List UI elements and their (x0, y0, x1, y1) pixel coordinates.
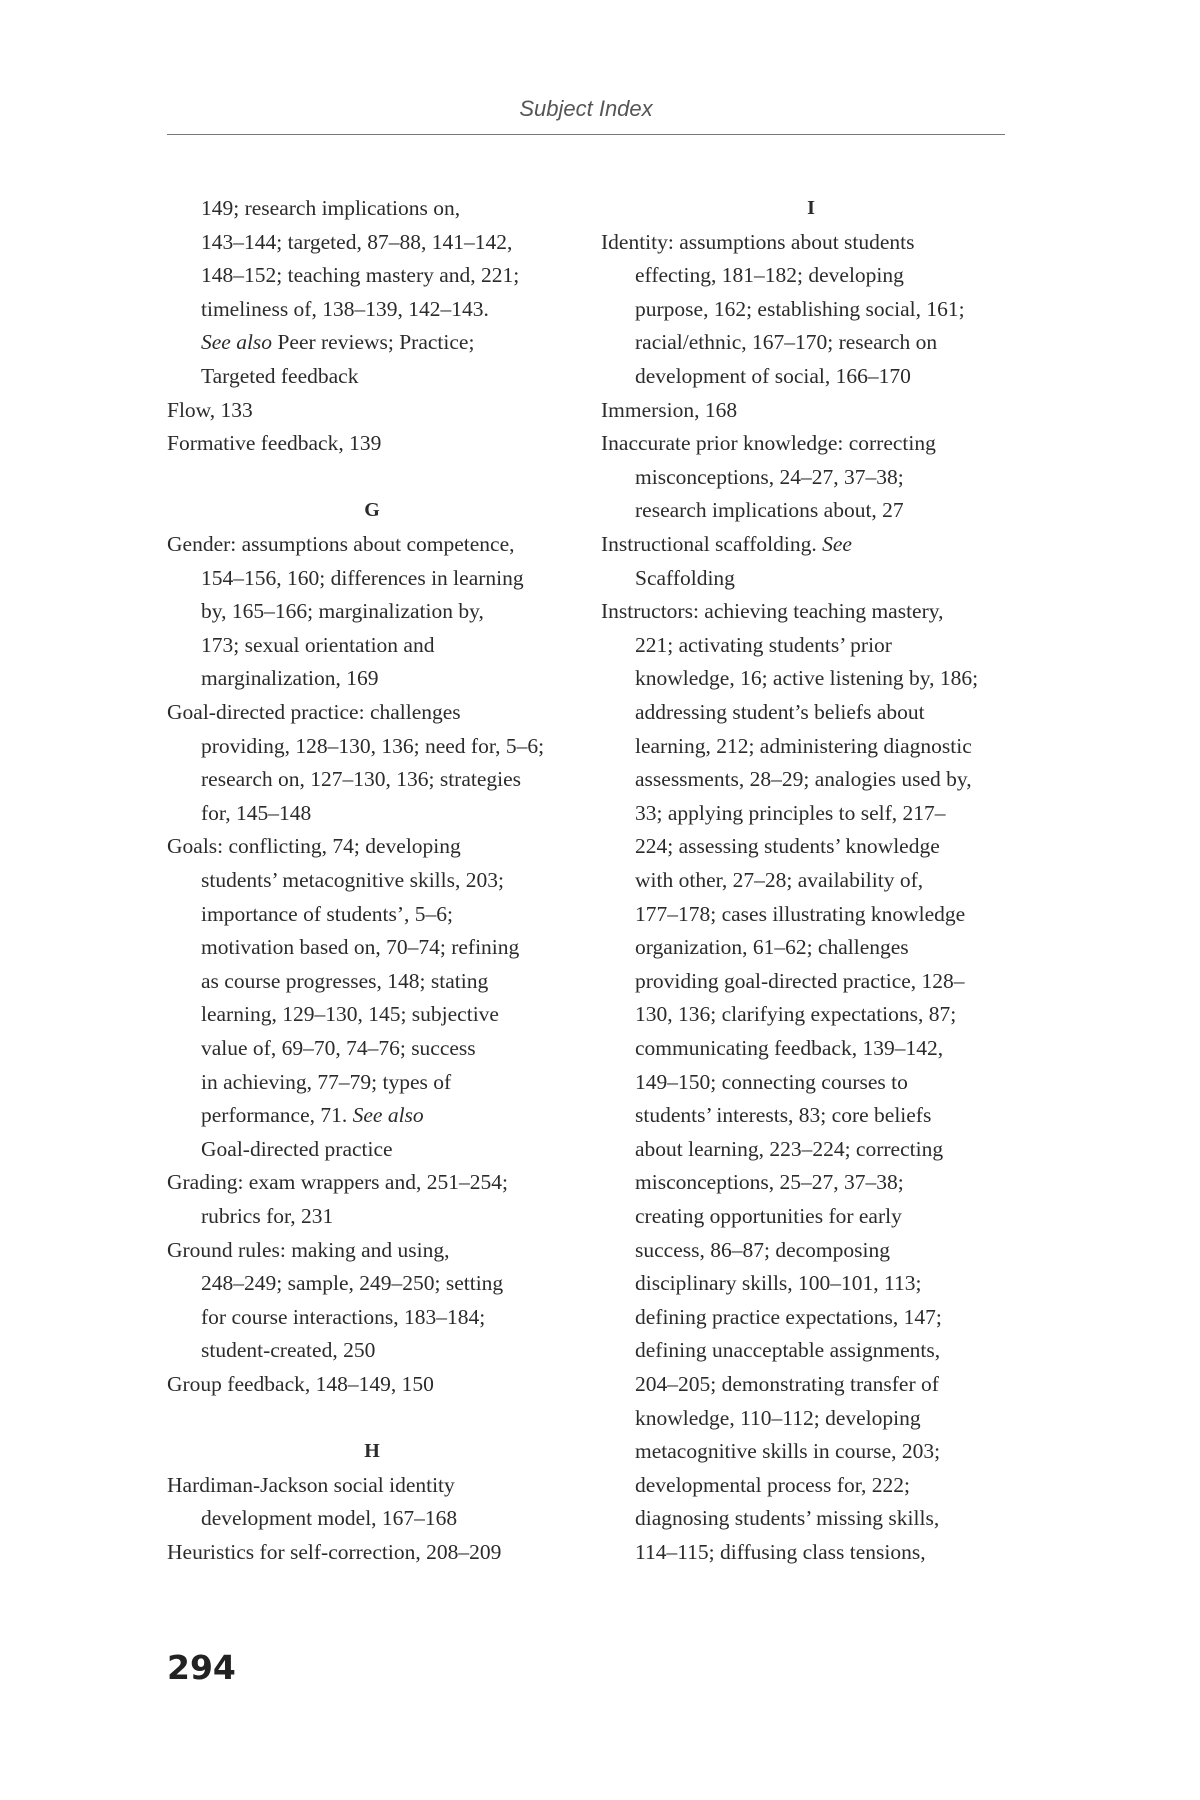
entry-text: Instructional scaffolding. (601, 532, 823, 556)
index-entry-continuation (635, 863, 923, 897)
entry-text: 149–150; connecting courses to (635, 1069, 908, 1094)
index-entry-continuation (635, 1266, 921, 1300)
index-entry-continuation (201, 661, 379, 695)
entry-text: providing, 128–130, 136; need for, 5–6; (201, 733, 545, 758)
entry-text: Formative feedback, 139 (167, 431, 382, 456)
index-entry-continuation (635, 292, 965, 326)
entry-text: 221; activating students’ prior (635, 632, 892, 657)
entry-text: knowledge, 110–112; developing (635, 1405, 921, 1430)
entry-text: as course progresses, 148; stating (201, 968, 489, 993)
entry-text: developmental process for, 222; (635, 1472, 910, 1497)
entry-text: diagnosing students’ missing skills, (635, 1506, 940, 1531)
index-entry-continuation (201, 1266, 503, 1300)
entry-text: racial/ethnic, 167–170; research on (635, 330, 938, 355)
entry-text: success, 86–87; decomposing (635, 1237, 890, 1262)
entry-text: with other, 27–28; availability of, (635, 868, 924, 892)
entry-text: research on, 127–130, 136; strategies (201, 767, 522, 792)
index-entry-continuation (201, 997, 499, 1031)
entry-text: misconceptions, 25–27, 37–38; (635, 1170, 904, 1195)
entry-text: motivation based on, 70–74; refining (201, 935, 520, 960)
entry-text: rubrics for, 231 (201, 1204, 334, 1228)
index-entry-continuation (201, 1132, 393, 1166)
index-entry-continuation (201, 863, 504, 897)
section-letter (167, 493, 577, 527)
index-entry-continuation (635, 695, 925, 729)
index-entry-continuation (635, 964, 965, 998)
index-entry-continuation (201, 561, 524, 595)
index-entry-continuation (635, 796, 946, 830)
index-entry-continuation (201, 225, 512, 259)
entry-text: 114–115; diffusing class tensions, (635, 1540, 926, 1564)
entry-text: Gender: assumptions about competence, (167, 532, 515, 556)
entry-text: H (364, 1440, 380, 1463)
entry-text: Grading: exam wrappers and, 251–254; (167, 1170, 508, 1195)
index-entry-continuation (201, 964, 488, 998)
entry-text: Goals: conflicting, 74; developing (167, 834, 461, 859)
index-entry (167, 1233, 449, 1267)
entry-text: learning, 212; administering diagnostic (635, 733, 972, 758)
index-entry-continuation (201, 594, 484, 628)
index-entry-continuation (635, 1031, 943, 1065)
entry-text: Instructors: achieving teaching mastery, (601, 599, 944, 624)
index-entry-continuation (201, 1065, 451, 1099)
entry-text: for, 145–148 (201, 800, 312, 825)
index-entry-continuation (635, 1535, 926, 1569)
entry-text: metacognitive skills in course, 203; (635, 1439, 941, 1464)
entry-text: Identity: assumptions about students (601, 229, 915, 254)
cross-reference: See (822, 532, 852, 556)
entry-text: research implications about, 27 (635, 498, 904, 523)
index-entry (167, 829, 461, 863)
entry-text: students’ interests, 83; core beliefs (635, 1103, 932, 1128)
entry-text: in achieving, 77–79; types of (201, 1069, 452, 1094)
index-entry-continuation (201, 762, 521, 796)
index-entry (167, 1165, 508, 1199)
entry-text: Hardiman-Jackson social identity (167, 1472, 455, 1497)
index-entry-continuation (201, 325, 474, 359)
index-entry-continuation (201, 796, 311, 830)
index-entry-continuation (635, 493, 904, 527)
index-entry (167, 1535, 501, 1569)
entry-text: development model, 167–168 (201, 1506, 458, 1531)
index-entry-continuation (635, 1098, 931, 1132)
entry-text: organization, 61–62; challenges (635, 935, 909, 960)
index-entry-continuation (201, 1199, 333, 1233)
index-entry-continuation (635, 1233, 890, 1267)
entry-text: 173; sexual orientation and (201, 632, 435, 657)
entry-text: defining unacceptable assignments, (635, 1338, 941, 1363)
index-entry-continuation (201, 258, 519, 292)
entry-text: development of social, 166–170 (635, 364, 911, 388)
index-entry-continuation (635, 829, 940, 863)
entry-text: Immersion, 168 (601, 397, 738, 422)
index-entry-continuation (635, 628, 892, 662)
index-entry-continuation (201, 897, 453, 931)
index-entry-continuation (201, 930, 519, 964)
index-entry-continuation (635, 729, 972, 763)
index-entry-continuation (201, 191, 460, 225)
index-entry-continuation (201, 1031, 476, 1065)
entry-text: 148–152; teaching mastery and, 221; (201, 263, 520, 288)
entry-text: disciplinary skills, 100–101, 113; (635, 1271, 922, 1296)
entry-text: Peer reviews; Practice; (272, 330, 475, 355)
entry-text: misconceptions, 24–27, 37–38; (635, 464, 904, 489)
index-entry-continuation (201, 1501, 457, 1535)
entry-text: Ground rules: making and using, (167, 1237, 450, 1262)
header-rule (167, 134, 1005, 135)
index-entry (167, 695, 461, 729)
index-entry-continuation (635, 897, 965, 931)
index-entry-continuation (201, 628, 434, 662)
entry-text: knowledge, 16; active listening by, 186; (635, 666, 979, 691)
page-number: 294 (167, 1648, 236, 1687)
entry-text: 154–156, 160; differences in learning (201, 565, 524, 590)
index-entry (167, 1468, 455, 1502)
index-entry (601, 393, 737, 427)
entry-text: purpose, 162; establishing social, 161; (635, 296, 965, 321)
entry-text: I (807, 197, 815, 219)
index-entry (601, 225, 915, 259)
index-entry-continuation (201, 729, 544, 763)
entry-text: G (364, 499, 380, 522)
index-entry-continuation (635, 325, 937, 359)
index-entry-continuation (201, 1300, 485, 1334)
entry-text: 143–144; targeted, 87–88, 141–142, (201, 229, 513, 254)
index-entry (167, 1367, 434, 1401)
index-entry-continuation (635, 460, 904, 494)
section-letter (601, 191, 1021, 225)
index-entry-continuation (635, 1401, 921, 1435)
index-entry (601, 527, 852, 561)
entry-text: communicating feedback, 139–142, (635, 1036, 944, 1060)
entry-text: Flow, 133 (167, 397, 253, 422)
entry-text: defining practice expectations, 147; (635, 1304, 942, 1329)
entry-text: students’ metacognitive skills, 203; (201, 868, 504, 892)
entry-text: effecting, 181–182; developing (635, 263, 904, 288)
section-letter (167, 1434, 577, 1468)
entry-text: Inaccurate prior knowledge: correcting (601, 431, 936, 456)
index-entry (167, 393, 253, 427)
index-entry-continuation (635, 1434, 940, 1468)
index-entry-continuation (201, 1098, 424, 1132)
index-entry-continuation (635, 561, 735, 595)
entry-text: Goal-directed practice (201, 1136, 393, 1161)
entry-text: Heuristics for self-correction, 208–209 (167, 1540, 502, 1564)
index-entry-continuation (635, 1132, 943, 1166)
index-entry-continuation (635, 359, 911, 393)
entry-text: by, 165–166; marginalization by, (201, 599, 484, 624)
index-entry-continuation (635, 661, 978, 695)
entry-text: 130, 136; clarifying expectations, 87; (635, 1002, 957, 1027)
entry-text: timeliness of, 138–139, 142–143. (201, 296, 489, 321)
entry-text: marginalization, 169 (201, 666, 379, 691)
index-entry-continuation (201, 1333, 375, 1367)
index-entry (167, 426, 381, 460)
entry-text: 149; research implications on, (201, 196, 461, 220)
index-entry-continuation (635, 1165, 904, 1199)
entry-text: student-created, 250 (201, 1338, 376, 1363)
entry-text: learning, 129–130, 145; subjective (201, 1002, 499, 1027)
index-entry-continuation (635, 258, 904, 292)
index-entry-continuation (635, 1501, 939, 1535)
index-entry-continuation (635, 1468, 910, 1502)
index-entry-continuation (635, 1333, 940, 1367)
index-entry-continuation (635, 1199, 902, 1233)
index-entry (167, 527, 515, 561)
entry-text: providing goal-directed practice, 128– (635, 968, 965, 993)
cross-reference: See also (201, 330, 273, 355)
index-entry-continuation (635, 930, 909, 964)
entry-text: for course interactions, 183–184; (201, 1304, 486, 1329)
entry-text: 224; assessing students’ knowledge (635, 834, 940, 859)
entry-text: value of, 69–70, 74–76; success (201, 1036, 476, 1060)
entry-text: 177–178; cases illustrating knowledge (635, 901, 966, 926)
entry-text: Goal-directed practice: challenges (167, 700, 461, 724)
entry-text: 33; applying principles to self, 217– (635, 800, 946, 825)
entry-text: addressing student’s beliefs about (635, 700, 925, 724)
cross-reference: See also (352, 1103, 424, 1128)
index-entry-continuation (635, 1300, 942, 1334)
entry-text: 248–249; sample, 249–250; setting (201, 1271, 504, 1296)
index-entry (601, 426, 936, 460)
entry-text: Targeted feedback (201, 364, 359, 388)
index-entry-continuation (635, 997, 956, 1031)
index-entry (601, 594, 944, 628)
index-entry-continuation (635, 1065, 908, 1099)
index-entry-continuation (635, 1367, 939, 1401)
index-entry-continuation (201, 292, 489, 326)
entry-text: creating opportunities for early (635, 1204, 902, 1228)
entry-text: Scaffolding (635, 565, 735, 590)
entry-text: 204–205; demonstrating transfer of (635, 1372, 939, 1396)
entry-text: performance, 71. (201, 1103, 353, 1128)
entry-text: assessments, 28–29; analogies used by, (635, 767, 972, 792)
index-entry-continuation (201, 359, 358, 393)
index-entry-continuation (635, 762, 972, 796)
entry-text: importance of students’, 5–6; (201, 901, 453, 926)
running-header: Subject Index (519, 96, 653, 121)
entry-text: Group feedback, 148–149, 150 (167, 1372, 434, 1396)
entry-text: about learning, 223–224; correcting (635, 1136, 944, 1161)
